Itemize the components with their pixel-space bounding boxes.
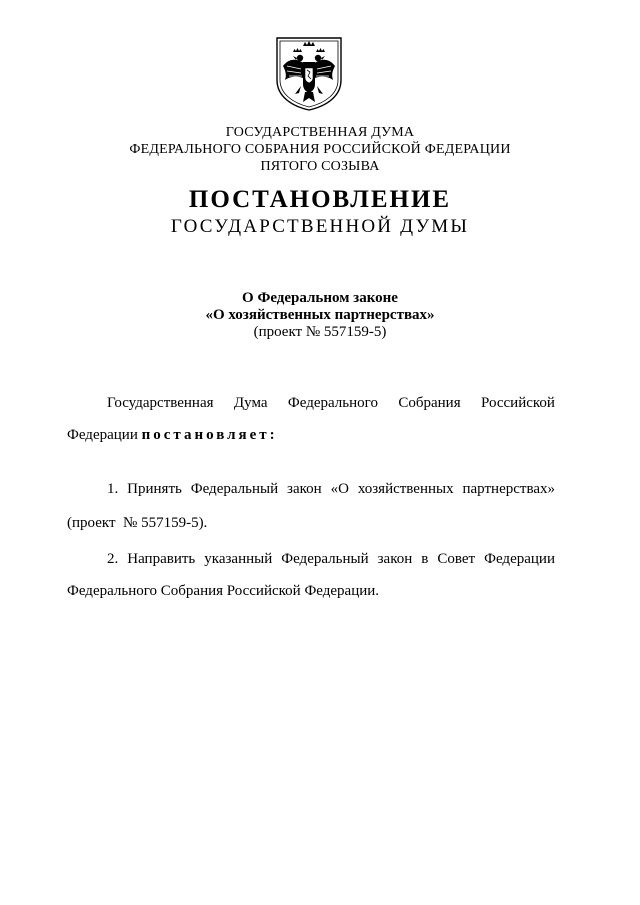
word: Российской [481,395,555,411]
header-line-duma: ГОСУДАРСТВЕННАЯ ДУМА [225,125,415,140]
word: Федерального [287,395,378,411]
item-2-line-1 [107,551,555,568]
coat-of-arms-emblem [275,36,343,112]
word: Принять [127,481,182,497]
intro-paragraph-line-1 [107,395,555,412]
subject-line-1: О Федеральном законе [242,290,398,306]
word: Государственная [107,395,214,411]
word: Федеральный [281,551,369,567]
word: в [421,551,429,567]
word: партнерствах» [462,481,555,497]
intro-paragraph-line-2 [67,427,278,444]
item-1-line-2: (проект № 557159-5). [67,515,208,531]
word: Собрания [398,395,461,411]
word: закон [287,481,322,497]
subject-line-2: «О хозяйственных партнерствах» [205,307,435,323]
word: Федерации [484,551,555,567]
item-2-line-2: Федерального Собрания Российской Федерации. [67,583,380,599]
word: указанный [204,551,273,567]
word: хозяйственных [357,481,454,497]
word: 2. [107,551,119,567]
item-1-line-1 [107,481,555,498]
word: «О [330,481,349,497]
word: закон [377,551,413,567]
header-line-convocation: ПЯТОГО СОЗЫВА [260,159,380,174]
document-subtitle: ГОСУДАРСТВЕННОЙ ДУМЫ [170,216,470,237]
document-title: ПОСТАНОВЛЕНИЕ [188,186,452,213]
header-line-assembly: ФЕДЕРАЛЬНОГО СОБРАНИЯ РОССИЙСКОЙ ФЕДЕРАЦИИ [129,142,511,157]
subject-line-3: (проект № 557159-5) [253,324,387,340]
word: Дума [233,395,268,411]
word: Направить [127,551,196,567]
word: 1. [107,481,119,497]
word: Совет [437,551,476,567]
intro-federation-word: Федерации [67,427,138,443]
word: Федеральный [190,481,279,497]
resolves-word: постановляет: [141,427,278,443]
